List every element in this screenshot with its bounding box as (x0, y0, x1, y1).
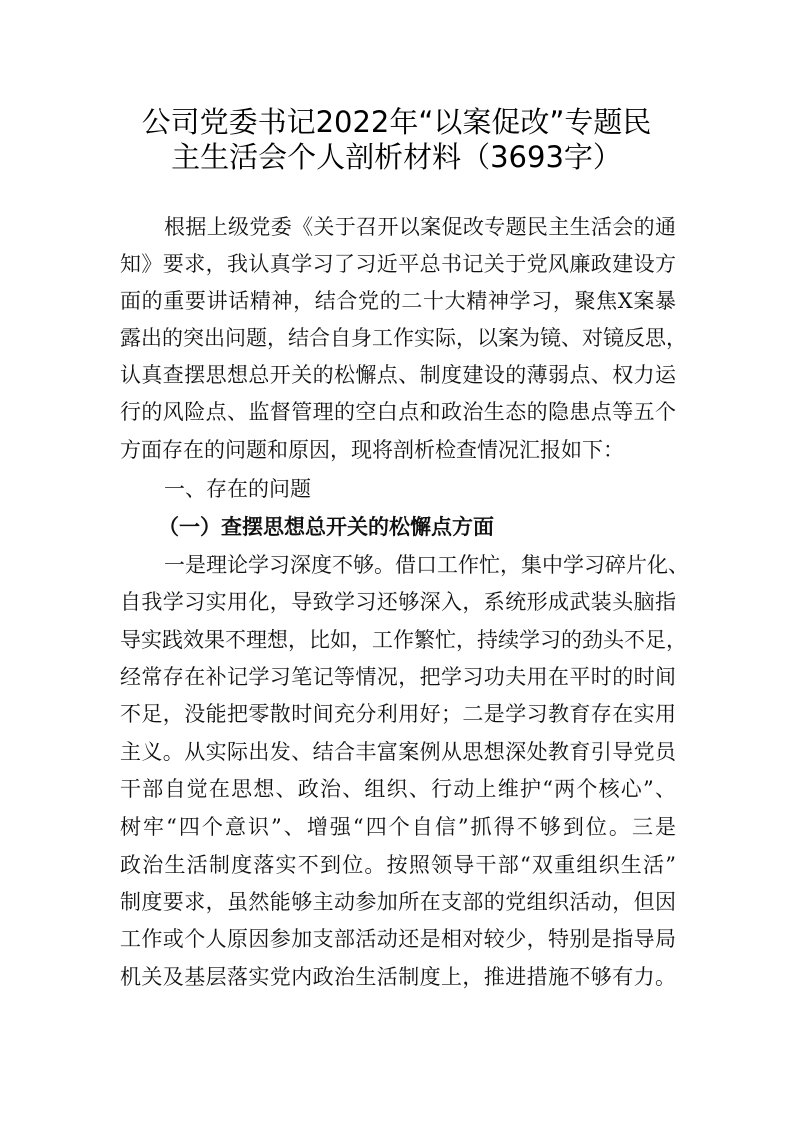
text-line: 工作或个人原因参加支部活动还是相对较少，特别是指导局 (120, 927, 676, 951)
text-line: 方面存在的问题和原因，现将剖析检查情况汇报如下： (120, 438, 624, 462)
text-line: 导实践效果不理想，比如，工作繁忙，持续学习的劲头不足， (120, 628, 687, 652)
text-line: 知》要求，我认真学习了习近平总书记关于党风廉政建设方 (120, 252, 676, 276)
text-line: 经常存在补记学习笔记等情况，把学习功夫用在平时的时间 (120, 665, 676, 689)
text-line: 树牢“四个意识”、增强“四个自信”抓得不够到位。三是 (120, 815, 676, 839)
text-line: 主义。从实际出发、结合丰富案例从思想深处教育引导党员 (120, 740, 676, 764)
text-line: 根据上级党委《关于召开以案促改专题民主生活会的通 (164, 215, 676, 239)
text-line: 制度要求，虽然能够主动参加所在支部的党组织活动，但因 (120, 890, 676, 914)
text-line: 政治生活制度落实不到位。按照领导干部“双重组织生活” (120, 853, 676, 877)
text-line: 一是理论学习深度不够。借口工作忙，集中学习碎片化、 (164, 553, 689, 577)
subsection-heading: （一）查摆思想总开关的松懈点方面 (158, 515, 494, 539)
text-line: 面的重要讲话精神，结合党的二十大精神学习，聚焦X案暴 (120, 289, 676, 313)
text-line: 不足，没能把零散时间充分利用好；二是学习教育存在实用 (120, 702, 676, 726)
text-line: 自我学习实用化，导致学习还够深入，系统形成武装头脑指 (120, 590, 676, 614)
title-line-2: 主生活会个人剖析材料（3693字） (171, 140, 622, 174)
text-line: 露出的突出问题，结合自身工作实际，以案为镜、对镜反思， (120, 326, 687, 350)
section-heading: 一、存在的问题 (164, 477, 311, 501)
text-line: 认真查摆思想总开关的松懈点、制度建设的薄弱点、权力运 (120, 363, 676, 387)
title-line-1: 公司党委书记2022年“以案促改”专题民 (141, 105, 652, 139)
text-line: 机关及基层落实党内政治生活制度上，推进措施不够有力。 (120, 965, 676, 989)
text-line: 行的风险点、监督管理的空白点和政治生态的隐患点等五个 (120, 400, 676, 424)
text-line: 干部自觉在思想、政治、组织、行动上维护“两个核心”、 (120, 777, 676, 801)
